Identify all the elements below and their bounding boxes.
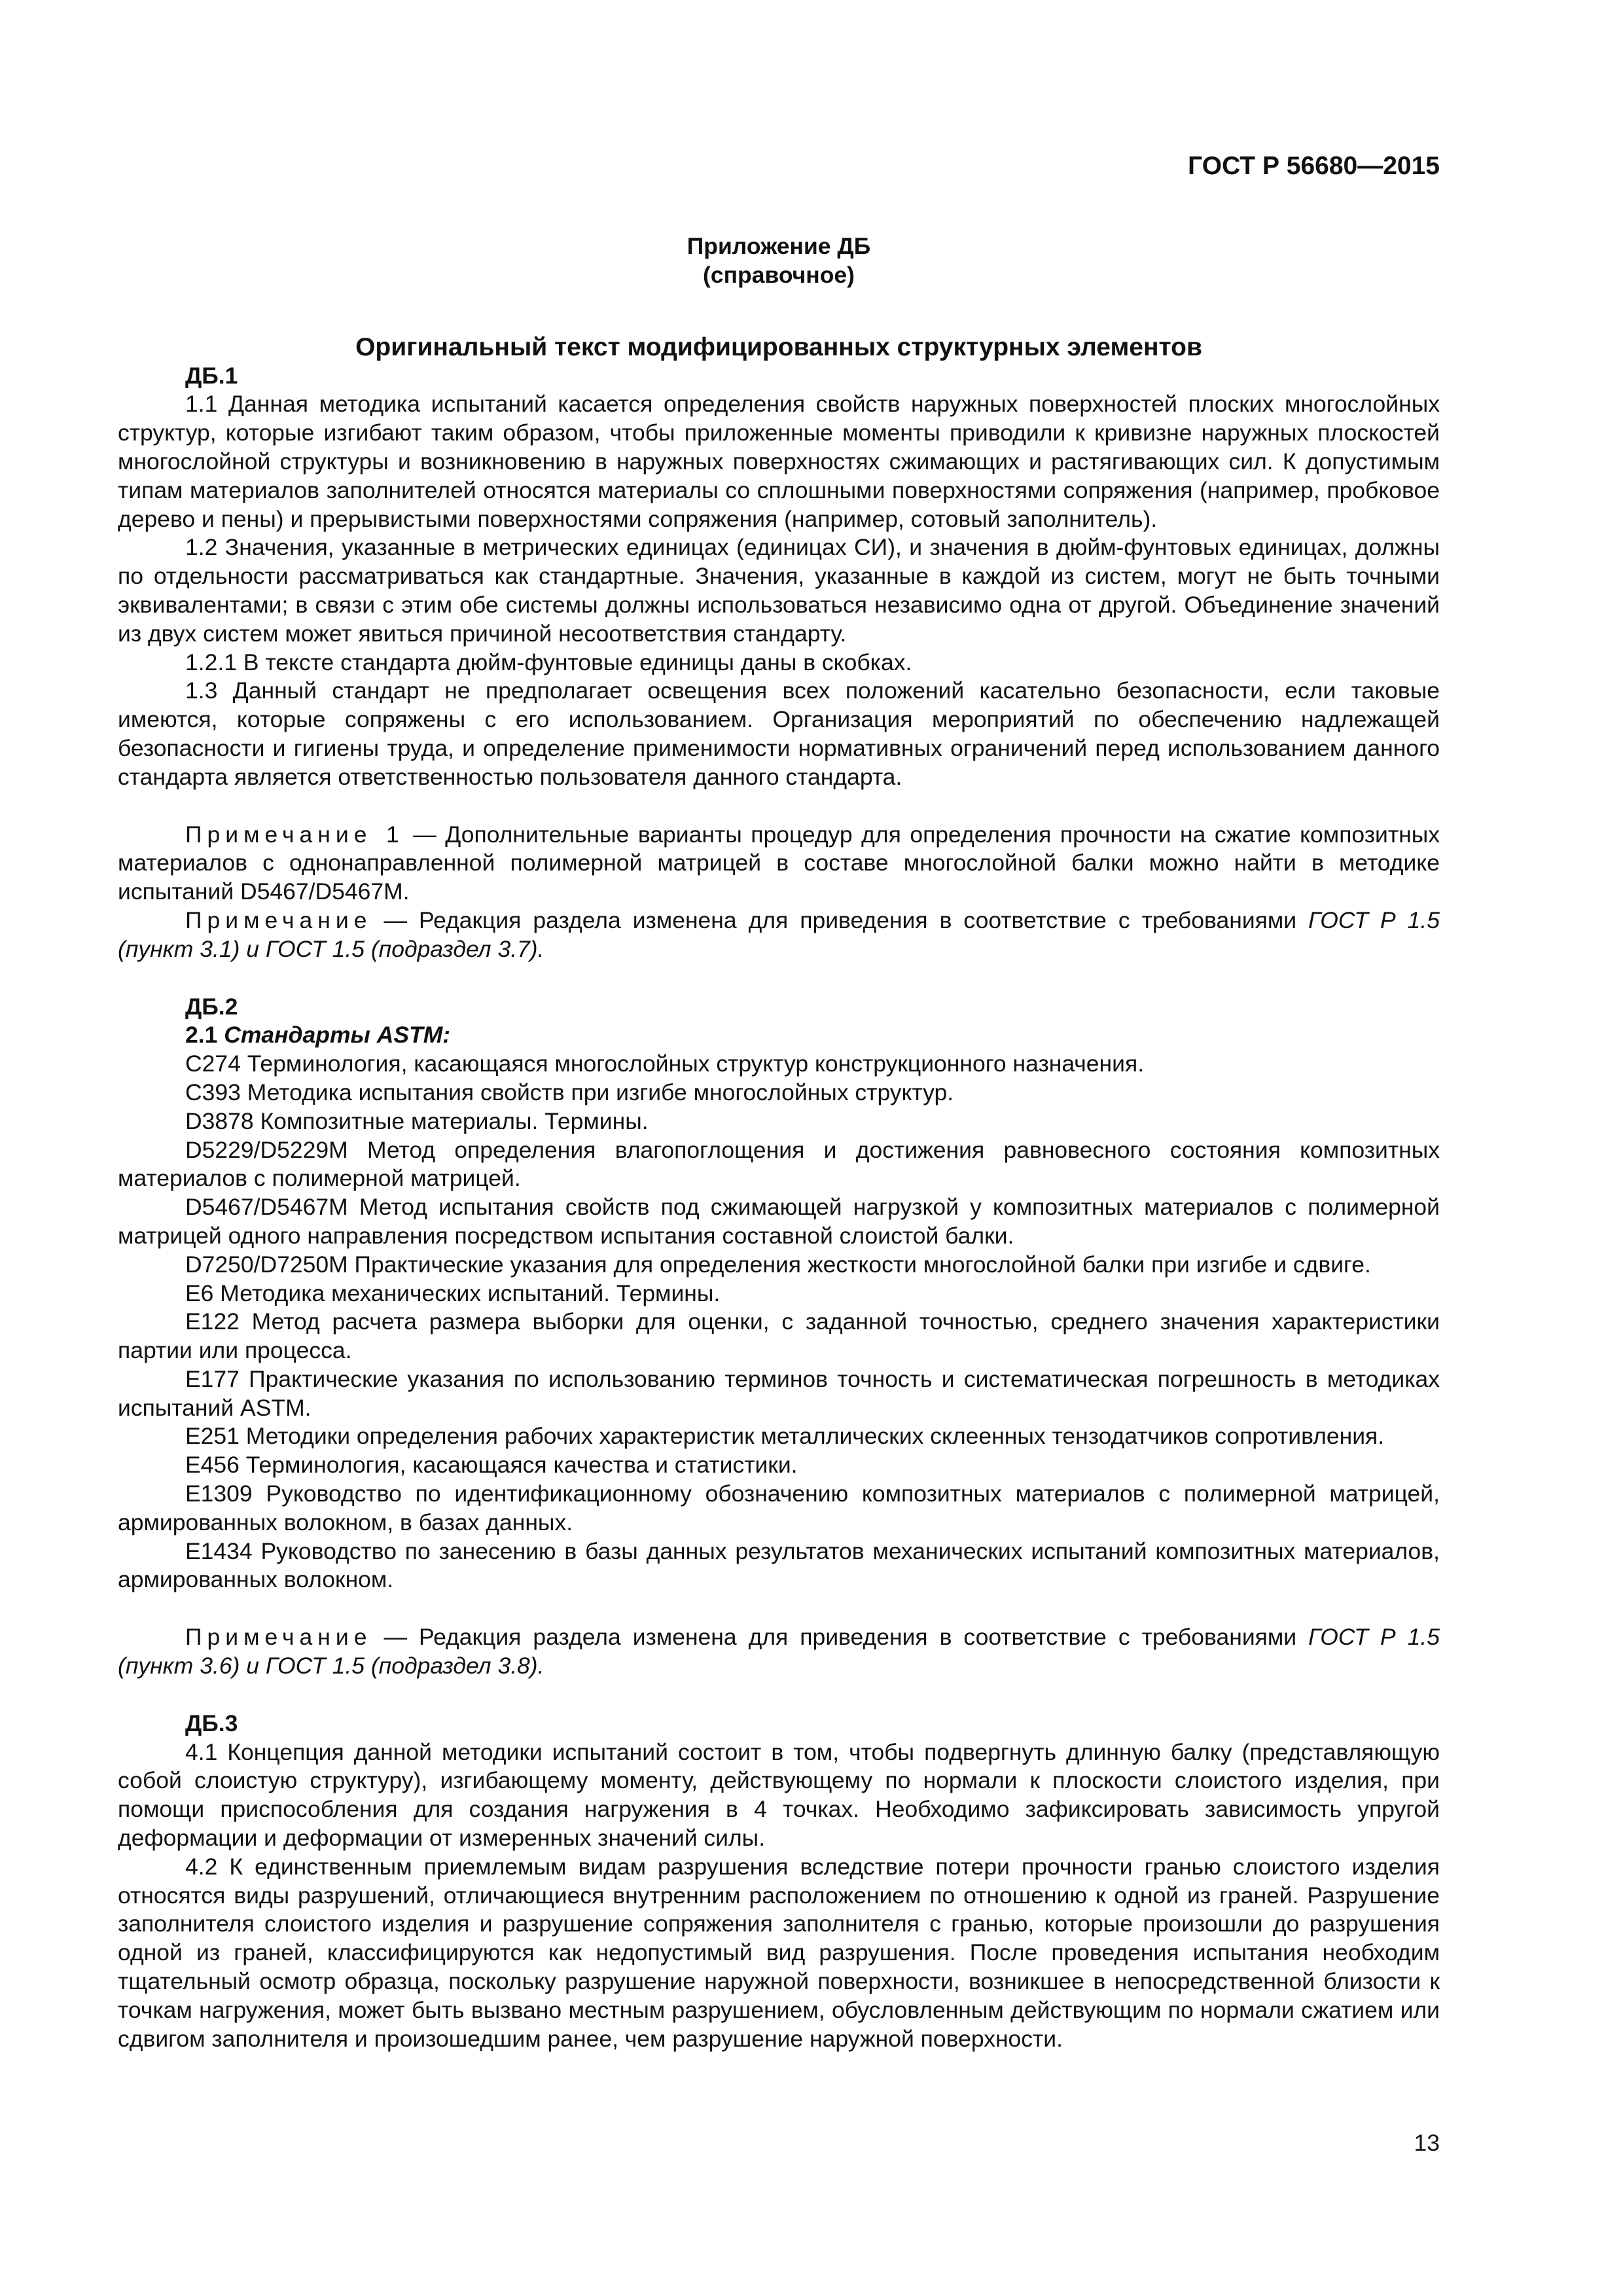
standard-item-c393: С393 Методика испытания свойств при изгибе многослойных структур. bbox=[185, 1079, 954, 1105]
appendix-title: Приложение ДБ bbox=[687, 233, 871, 259]
standard-item-d5467: D5467/D5467M Метод испытания свойств под сжимающей нагрузкой у композитных материалов с полимерной матрицей одного направления посредством испытания составной слоистой балки. bbox=[118, 1194, 1440, 1249]
note-db2-text: — Редакция раздела изменена для приведения в соответствие с требованиями bbox=[372, 1624, 1309, 1651]
standard-item-e1309: Е1309 Руководство по идентификационному обозначению композитных материалов с полимерной матрицей, армированных волокном, в базах данных. bbox=[118, 1480, 1440, 1535]
document-id: ГОСТ Р 56680—2015 bbox=[1188, 152, 1440, 180]
paragraph-1-1: 1.1 Данная методика испытаний касается определения свойств наружных поверхностей плоских многослойных структур, которые изгибают таким образом, чтобы приложенные моменты приводили к кривизне наружных плоскостей многослойной структуры и возникновению в наружных поверхностях сжимающих и растягивающих сил. К допустимым типам материалов заполнителей относятся материалы со сплошными поверхностями сопряжения (например, пробковое дерево и пены) и прерывистыми поверхностями сопряжения (например, сотовый заполнитель). bbox=[118, 391, 1440, 532]
astm-standards-subheading bbox=[118, 1021, 1440, 1050]
subheading-title: Стандарты ASTM: bbox=[224, 1022, 451, 1049]
standard-item-e456: Е456 Терминология, касающаяся качества и статистики. bbox=[185, 1452, 798, 1479]
section-db1-heading: ДБ.1 bbox=[185, 362, 238, 389]
standard-item-e6: Е6 Методика механических испытаний. Термины. bbox=[185, 1280, 721, 1306]
paragraph-4-1: 4.1 Концепция данной методики испытаний состоит в том, чтобы подвергнуть длинную балку (представляющую собой слоистую структуру), изгибающему моменту, действующему по нормали к плоскости слоистого изделия, при помощи приспособления для создания нагружения в 4 точках. Необходимо зафиксировать зависимость упругой деформации и деформации от измеренных значений силы. bbox=[118, 1738, 1440, 1852]
standard-item-e177: Е177 Практические указания по использованию терминов точность и систематическая погрешность в методиках испытаний ASTM. bbox=[118, 1365, 1440, 1421]
standard-item-c274: С274 Терминология, касающаяся многослойных структур конструкционного назначения. bbox=[185, 1050, 1145, 1077]
note-db2-reference: ГОСТ Р 1.5 (пункт 3.6) и ГОСТ 1.5 (подраздел 3.8). bbox=[118, 1624, 1440, 1679]
note-1 bbox=[118, 821, 1440, 906]
note-1-label: Примечание 1 bbox=[185, 821, 404, 848]
document-page bbox=[118, 151, 1440, 2053]
standard-item-e1434: Е1434 Руководство по занесению в базы данных результатов механических испытаний композитных материалов, армированных волокном. bbox=[118, 1537, 1440, 1593]
paragraph-1-2-1: 1.2.1 В тексте стандарта дюйм-фунтовые единицы даны в скобках. bbox=[185, 649, 912, 675]
note-db1-edit bbox=[118, 906, 1440, 964]
section-heading: Оригинальный текст модифицированных структурных элементов bbox=[355, 332, 1202, 361]
section-db3-heading: ДБ.3 bbox=[185, 1710, 238, 1736]
note-db1-text: — Редакция раздела изменена для приведения в соответствие с требованиями bbox=[372, 906, 1309, 933]
standard-item-d7250: D7250/D7250M Практические указания для определения жесткости многослойной балки при изгибе и сдвиге. bbox=[185, 1251, 1371, 1278]
note-db1-reference: ГОСТ Р 1.5 (пункт 3.1) и ГОСТ 1.5 (подраздел 3.7). bbox=[118, 906, 1440, 962]
paragraph-4-2: 4.2 К единственным приемлемым видам разрушения вследствие потери прочности гранью слоистого изделия относятся виды разрушений, отличающиеся внутренним расположением по отношению к одной из граней. Разрушение заполнителя слоистого изделия и разрушение сопряжения заполнителя с гранью, которые произошли до разрушения одной из граней, классифицируются как недопустимый вид разрушения. После проведения испытания необходим тщательный осмотр образца, поскольку разрушение наружной поверхности, возникшее в непосредственной близости к точкам нагружения, может быть вызвано местным разрушением, обусловленным действующим по нормали сжатием или сдвигом заполнителя и произошедшим ранее, чем разрушение наружной поверхности. bbox=[118, 1853, 1440, 2052]
standard-item-e251: Е251 Методики определения рабочих характеристик металлических склеенных тензодатчиков сопротивления. bbox=[185, 1423, 1385, 1450]
appendix-subtitle: (справочное) bbox=[703, 261, 855, 288]
standard-item-d3878: D3878 Композитные материалы. Термины. bbox=[185, 1107, 649, 1134]
section-db2-heading: ДБ.2 bbox=[185, 993, 238, 1020]
page-number: 13 bbox=[1414, 2130, 1440, 2156]
paragraph-1-3: 1.3 Данный стандарт не предполагает освещения всех положений касательно безопасности, если таковые имеются, которые сопряжены с его использованием. Организация мероприятий по обеспечению надлежащей безопасности и гигиены труда, и определение применимости нормативных ограничений перед использованием данного стандарта является ответственностью пользователя данного стандарта. bbox=[118, 677, 1440, 790]
note-db2-edit bbox=[118, 1623, 1440, 1681]
paragraph-1-2: 1.2 Значения, указанные в метрических единицах (единицах СИ), и значения в дюйм-фунтовых единицах, должны по отдельности рассматриваться как стандартные. Значения, указанные в каждой из систем, могут не быть точными эквивалентами; в связи с этим обе системы должны использоваться независимо одна от другой. Объединение значений из двух систем может явиться причиной несоответствия стандарту. bbox=[118, 534, 1440, 647]
note-1-text: — Дополнительные варианты процедур для определения прочности на сжатие композитных материалов с однонаправленной полимерной матрицей в составе многослойной балки можно найти в методике испытаний D5467/D5467M. bbox=[118, 821, 1440, 905]
note-db2-label: Примечание bbox=[185, 1624, 372, 1651]
standard-item-e122: Е122 Метод расчета размера выборки для оценки, с заданной точностью, среднего значения характеристики партии или процесса. bbox=[118, 1308, 1440, 1364]
subheading-number: 2.1 bbox=[185, 1022, 224, 1049]
standard-item-d5229: D5229/D5229M Метод определения влагопоглощения и достижения равновесного состояния композитных материалов с полимерной матрицей. bbox=[118, 1136, 1440, 1192]
note-db1-label: Примечание bbox=[185, 906, 372, 933]
